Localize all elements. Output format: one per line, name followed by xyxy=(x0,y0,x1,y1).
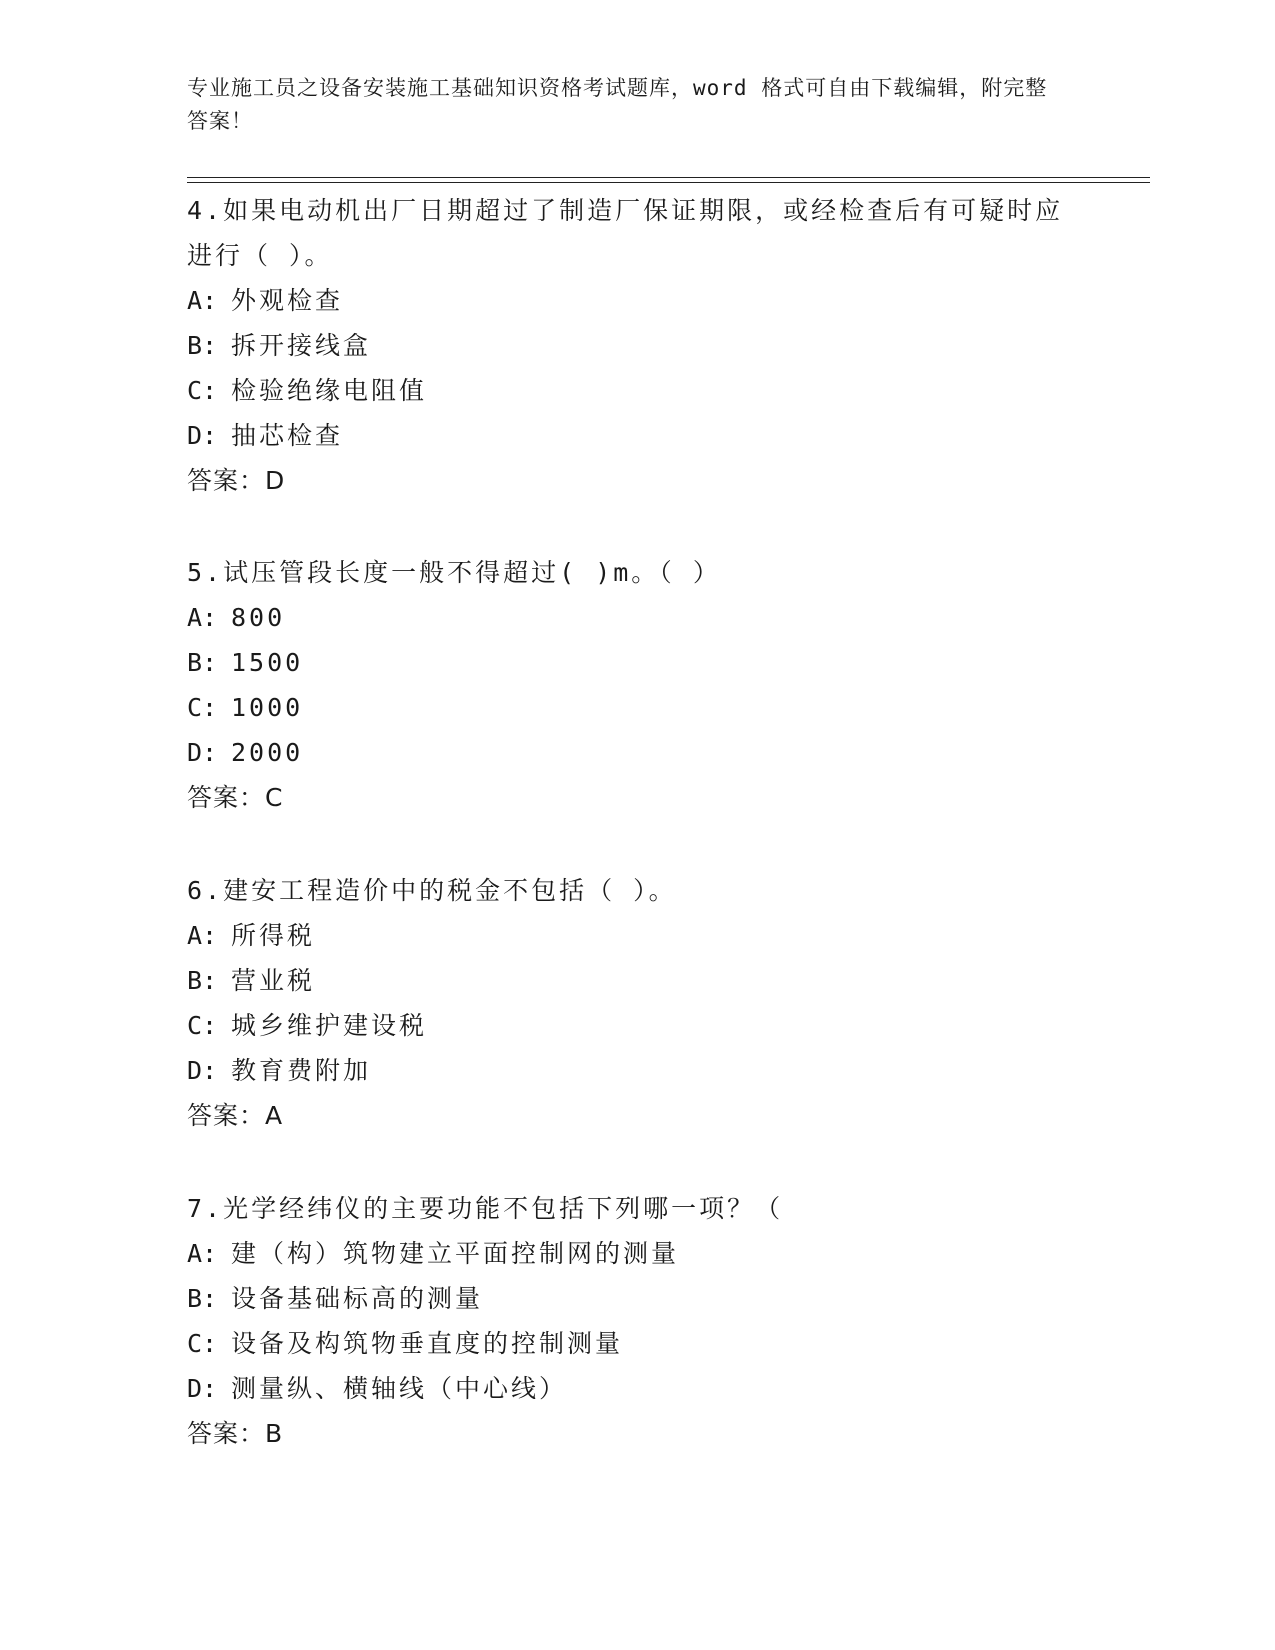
option-key: A: xyxy=(187,603,218,632)
question-block xyxy=(187,550,1077,820)
option-text: 1500 xyxy=(231,648,304,677)
answer-line: 答案：C xyxy=(187,783,284,812)
option-c xyxy=(187,368,1077,413)
question-stem: 7.光学经纬仪的主要功能不包括下列哪一项？（ xyxy=(187,1194,784,1223)
answer-line: 答案：A xyxy=(187,1101,284,1130)
option-key: C: xyxy=(187,693,218,722)
option-a xyxy=(187,913,1077,958)
option-key: A: xyxy=(187,286,218,315)
option-b xyxy=(187,1276,1077,1321)
option-key: D: xyxy=(187,421,218,450)
document-header: 专业施工员之设备安装施工基础知识资格考试题库，word 格式可自由下载编辑，附完整答案！ xyxy=(187,76,1048,133)
option-d xyxy=(187,1048,1077,1093)
option-a xyxy=(187,595,1077,640)
option-key: B: xyxy=(187,1284,218,1313)
option-text: 800 xyxy=(231,603,286,632)
question-block xyxy=(187,188,1077,503)
option-text: 2000 xyxy=(231,738,304,767)
question-stem: 4.如果电动机出厂日期超过了制造厂保证期限，或经检查后有可疑时应进行（ ）。 xyxy=(187,196,1064,270)
option-key: A: xyxy=(187,1239,218,1268)
option-text: 教育费附加 xyxy=(231,1056,372,1085)
option-text: 营业税 xyxy=(231,966,316,995)
option-c xyxy=(187,1003,1077,1048)
answer-line: 答案：B xyxy=(187,1419,284,1448)
question-stem: 5.试压管段长度一般不得超过( )m。（ ） xyxy=(187,558,721,587)
option-key: B: xyxy=(187,966,218,995)
option-b xyxy=(187,958,1077,1003)
option-b xyxy=(187,323,1077,368)
option-text: 检验绝缘电阻值 xyxy=(231,376,428,405)
option-text: 测量纵、横轴线（中心线） xyxy=(231,1374,568,1403)
option-text: 建（构）筑物建立平面控制网的测量 xyxy=(231,1239,680,1268)
option-key: B: xyxy=(187,331,218,360)
option-a xyxy=(187,278,1077,323)
option-d xyxy=(187,730,1077,775)
option-key: C: xyxy=(187,1329,218,1358)
header-divider-bottom xyxy=(187,182,1150,183)
option-text: 抽芯检查 xyxy=(231,421,344,450)
option-text: 拆开接线盒 xyxy=(231,331,372,360)
option-key: D: xyxy=(187,1056,218,1085)
option-key: C: xyxy=(187,1011,218,1040)
option-text: 城乡维护建设税 xyxy=(231,1011,428,1040)
header-divider-top xyxy=(187,177,1150,178)
option-c xyxy=(187,685,1077,730)
option-text: 1000 xyxy=(231,693,304,722)
option-text: 设备基础标高的测量 xyxy=(231,1284,484,1313)
option-key: B: xyxy=(187,648,218,677)
option-key: D: xyxy=(187,738,218,767)
option-text: 设备及构筑物垂直度的控制测量 xyxy=(231,1329,624,1358)
option-d xyxy=(187,413,1077,458)
option-b xyxy=(187,640,1077,685)
question-block xyxy=(187,868,1077,1138)
option-d xyxy=(187,1366,1077,1411)
option-a xyxy=(187,1231,1077,1276)
answer-line: 答案：D xyxy=(187,466,286,495)
option-text: 所得税 xyxy=(231,921,316,950)
option-key: D: xyxy=(187,1374,218,1403)
question-block xyxy=(187,1186,1077,1456)
option-text: 外观检查 xyxy=(231,286,344,315)
option-key: C: xyxy=(187,376,218,405)
question-stem: 6.建安工程造价中的税金不包括（ ）。 xyxy=(187,876,677,905)
option-key: A: xyxy=(187,921,218,950)
option-c xyxy=(187,1321,1077,1366)
